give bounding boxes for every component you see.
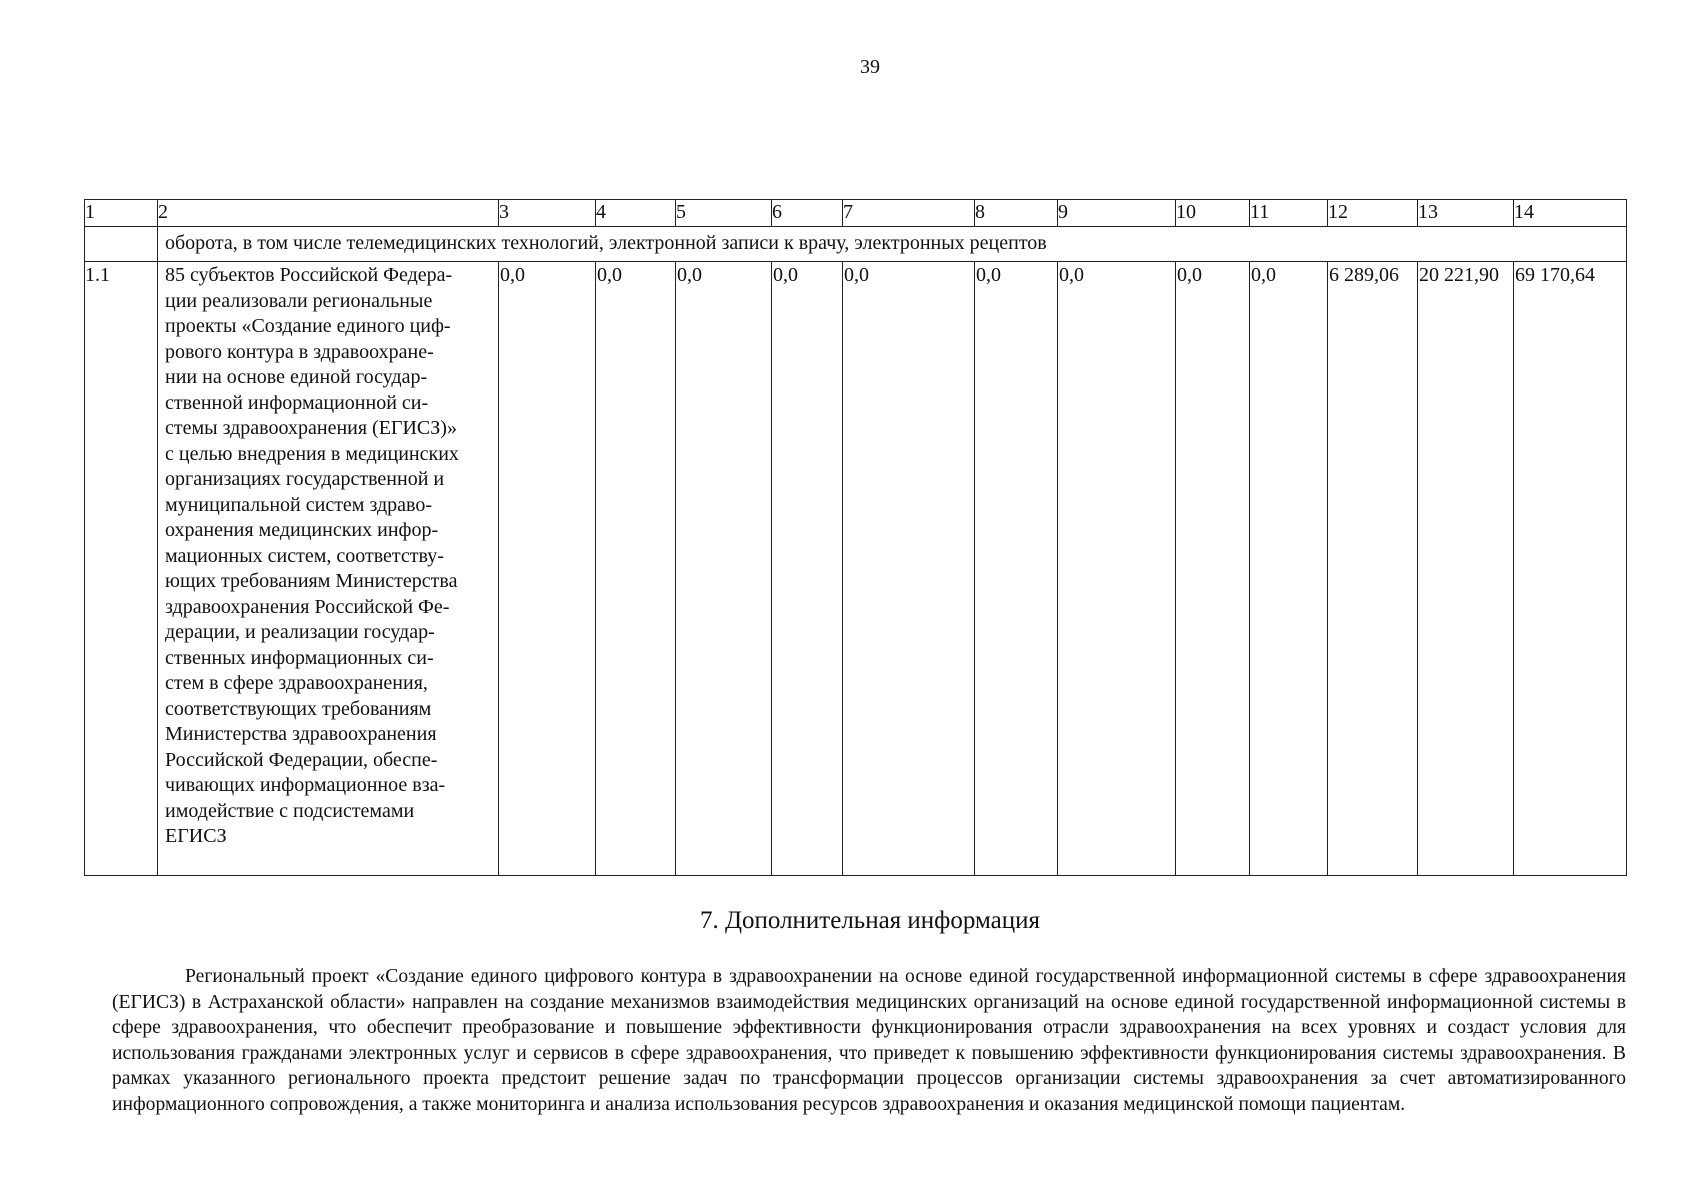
table-section-row	[85, 227, 1627, 262]
header-cell: 10	[1176, 200, 1250, 227]
header-cell: 11	[1250, 200, 1328, 227]
value-cell: 0,0	[1250, 262, 1328, 876]
value-cell: 0,0	[596, 262, 676, 876]
page-number: 39	[860, 56, 880, 78]
value-cell: 6 289,06	[1328, 262, 1418, 876]
value-cell: 0,0	[772, 262, 843, 876]
value-cell: 69 170,64	[1514, 262, 1627, 876]
header-cell: 7	[843, 200, 975, 227]
value-cell: 0,0	[1058, 262, 1176, 876]
value-cell: 0,0	[843, 262, 975, 876]
section-row-cell	[158, 227, 1627, 262]
section-row-text: оборота, в том числе телемедицинских технологий, электронной записи к врачу, электронных рецептов	[165, 232, 1047, 255]
section-heading: 7. Дополнительная информация	[699, 907, 1041, 934]
row-description-cell	[158, 262, 499, 876]
header-cell: 13	[1418, 200, 1514, 227]
row-id: 1.1	[85, 264, 110, 286]
header-cell: 3	[499, 200, 596, 227]
header-cell: 1	[85, 200, 158, 227]
table-header-row	[85, 200, 1627, 227]
header-cell: 6	[772, 200, 843, 227]
value-cell: 0,0	[1176, 262, 1250, 876]
header-cell: 12	[1328, 200, 1418, 227]
header-cell: 14	[1514, 200, 1627, 227]
section-row-empty-cell	[85, 227, 158, 262]
value-cell: 20 221,90	[1418, 262, 1514, 876]
value-cell: 0,0	[975, 262, 1058, 876]
indicators-table	[84, 199, 1627, 876]
header-cell: 4	[596, 200, 676, 227]
header-cell: 5	[676, 200, 772, 227]
value-cell: 0,0	[676, 262, 772, 876]
row-description: 85 субъектов Российской Федера- ции реализовали региональные проекты «Создание единого циф- рового контура в здравоохране- нии на основе единой государ- ственной информационной си- стемы здравоохранения (ЕГИСЗ)» с целью внедрения в медицинских организациях государственной и муниципальной систем здраво- охранения медицинских инфор- мационных систем, соответству- ющих требованиям Министерства здравоохранения Российской Фе- дерации, и реализации государ- ственных информационных си- стем в сфере здравоохранения, соответствующих требованиям Министерства здравоохранения Российской Федерации, обеспе- чивающих информационное вза- имодействие с подсистемами ЕГИСЗ	[165, 264, 459, 847]
header-cell: 8	[975, 200, 1058, 227]
header-cell: 9	[1058, 200, 1176, 227]
indicators-table-container	[84, 199, 1626, 876]
value-cell: 0,0	[499, 262, 596, 876]
header-cell: 2	[158, 200, 499, 227]
row-id-cell	[85, 262, 158, 876]
body-paragraph: Региональный проект «Создание единого цифрового контура в здравоохранении на основе единой государственной информационной системы в сфере здравоохранения (ЕГИСЗ) в Астраханской области» направлен на создание механизмов взаимодействия медицинских организаций на основе единой государственной информационной системы в сфере здравоохранения, что обеспечит преобразование и повышение эффективности функционирования отрасли здравоохранения на всех уровнях и создаст условия для использования гражданами электронных услуг и сервисов в сфере здравоохранения, что приведет к повышению эффективности функционирования системы здравоохранения. В рамках указанного регионального проекта предстоит решение задач по трансформации процессов организации системы здравоохранения за счет автоматизированного информационного сопровождения, а также мониторинга и анализа использования ресурсов здравоохранения и оказания медицинской помощи пациентам.	[112, 966, 1626, 1115]
table-row	[85, 262, 1627, 876]
